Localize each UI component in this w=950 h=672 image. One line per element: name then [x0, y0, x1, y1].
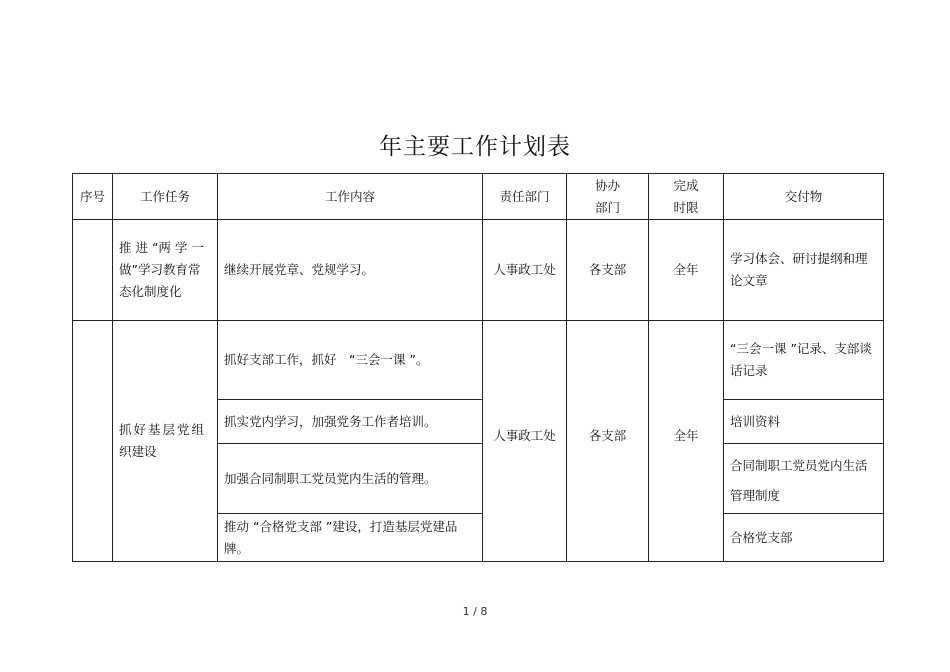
row2-item1-deliverable — [724, 321, 884, 400]
header-task: 工作任务 — [113, 174, 218, 220]
header-assist-line2: 部门 — [594, 199, 620, 215]
row2-task-line2: 织建设 — [119, 444, 157, 459]
row2-item4-deliverable: 合格党支部 — [724, 514, 884, 562]
row2-item4-content-line1: 推动 “合格党支部 ”建设，打造基层党建品 — [224, 518, 458, 534]
row1-task — [113, 220, 218, 321]
row1-assist: 各支部 — [567, 220, 649, 321]
header-dept: 责任部门 — [483, 174, 567, 220]
row2-item3-deliverable — [724, 444, 884, 514]
row2-dept: 人事政工处 — [483, 321, 567, 562]
row2-item3-deliverable-line1: 合同制职工党员党内生活 — [730, 457, 868, 473]
row1-content: 继续开展党章、党规学习。 — [218, 220, 483, 321]
header-deadline-line2: 时限 — [673, 199, 699, 215]
row1-task-line1: 推 进 “两 学 一 — [119, 240, 204, 255]
page-title: 年主要工作计划表 — [379, 134, 571, 160]
row2-item3-deliverable-line2: 管理制度 — [730, 487, 781, 503]
row2-item3-content: 加强合同制职工党员党内生活的管理。 — [218, 444, 483, 514]
row2-deadline: 全年 — [649, 321, 724, 562]
work-plan-table — [72, 173, 884, 562]
table-row — [73, 321, 884, 400]
row2-item1-content: 抓好支部工作，抓好 “三会一课 ”。 — [218, 321, 483, 400]
row1-index — [73, 220, 113, 321]
page-number: 1 / 8 — [462, 605, 488, 618]
table-header-row — [73, 174, 884, 220]
header-deadline — [649, 174, 724, 220]
row2-task-line1: 抓好基层党组 — [119, 422, 207, 437]
header-index: 序号 — [73, 174, 113, 220]
table-row — [73, 220, 884, 321]
row2-item4-content — [218, 514, 483, 562]
row2-item2-content: 抓实党内学习，加强党务工作者培训。 — [218, 400, 483, 444]
header-assist-line1: 协办 — [594, 177, 620, 193]
row2-item2-deliverable: 培训资料 — [724, 400, 884, 444]
row2-assist: 各支部 — [567, 321, 649, 562]
row1-task-line2: 做”学习教育常 — [119, 262, 201, 277]
row1-task-line3: 态化制度化 — [119, 284, 182, 299]
row2-item1-deliverable-line2: 话记录 — [730, 363, 768, 378]
header-content: 工作内容 — [218, 174, 483, 220]
row1-deliverable — [724, 220, 884, 321]
row2-task — [113, 321, 218, 562]
row2-index — [73, 321, 113, 562]
row1-deadline: 全年 — [649, 220, 724, 321]
row1-dept: 人事政工处 — [483, 220, 567, 321]
row2-item1-deliverable-line1: “三会一课 ”记录、支部谈 — [730, 341, 872, 356]
row1-deliverable-line2: 论文章 — [730, 273, 768, 288]
header-assist — [567, 174, 649, 220]
header-deliverable: 交付物 — [724, 174, 884, 220]
row2-item4-content-line2: 牌。 — [224, 540, 250, 556]
header-deadline-line1: 完成 — [673, 177, 699, 193]
row1-deliverable-line1: 学习体会、研讨提纲和理 — [730, 251, 868, 266]
